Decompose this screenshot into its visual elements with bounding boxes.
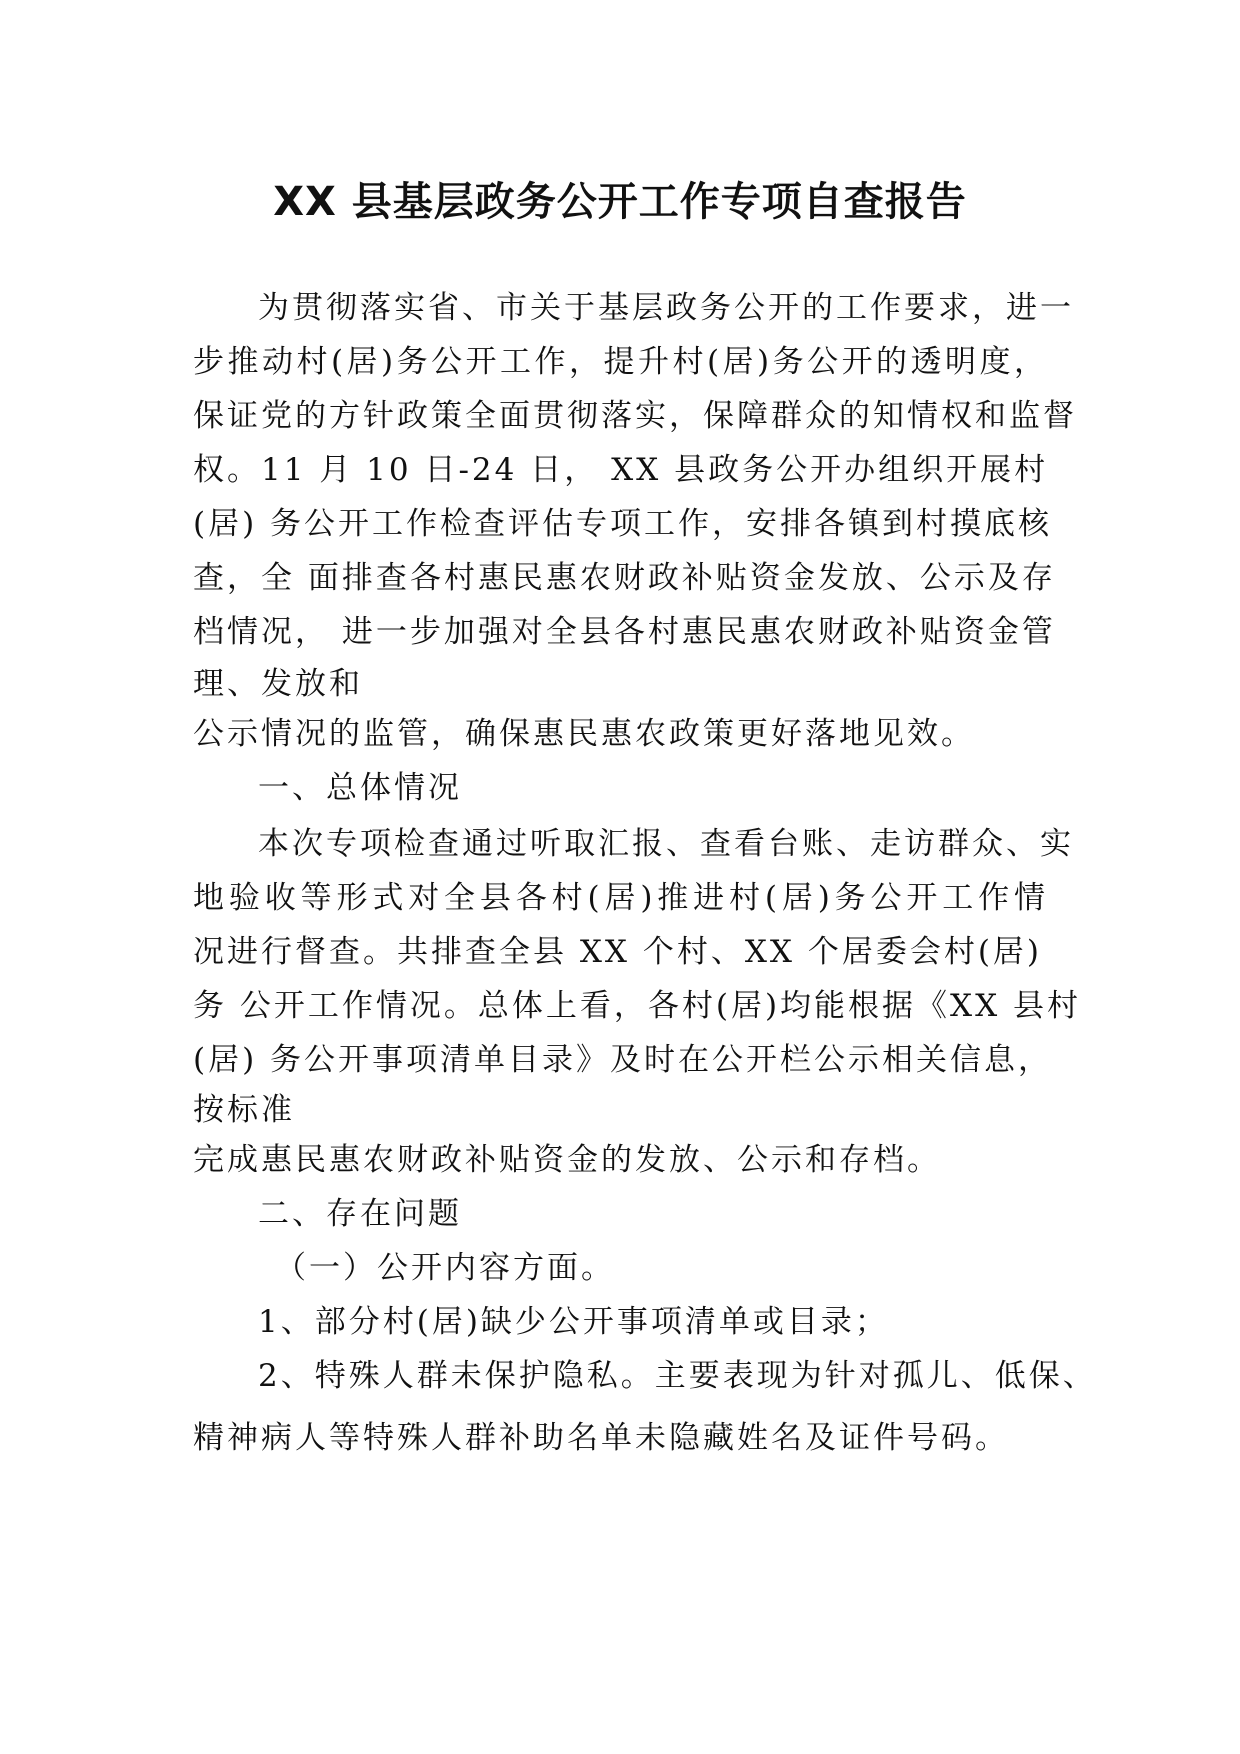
paragraph-line: 精神病人等特殊人群补助名单未隐藏姓名及证件号码。 xyxy=(193,1420,1009,1456)
paragraph-line: 查，全 面排查各村惠民惠农财政补贴资金发放、公示及存 xyxy=(193,560,1056,596)
paragraph-line: 本次专项检查通过听取汇报、查看台账、走访群众、实 xyxy=(258,826,1074,862)
paragraph-line: (居) 务公开事项清单目录》及时在公开栏公示相关信息， xyxy=(193,1042,1053,1078)
paragraph-line: 按标准 xyxy=(193,1092,295,1128)
paragraph-line: 步推动村(居)务公开工作，提升村(居)务公开的透明度， xyxy=(193,344,1048,380)
list-item: 2、特殊人群未保护隐私。主要表现为针对孤儿、低保、 xyxy=(258,1358,1097,1394)
paragraph-line: 况进行督查。共排查全县 XX 个村、XX 个居委会村(居) xyxy=(193,934,1043,970)
paragraph-line: 权。11 月 10 日-24 日， XX 县政务公开办组织开展村 xyxy=(193,452,1049,488)
section-heading-overview: 一、总体情况 xyxy=(258,770,462,806)
paragraph-line: 务 公开工作情况。总体上看，各村(居)均能根据《XX 县村 xyxy=(193,988,1082,1024)
paragraph-line: (居) 务公开工作检查评估专项工作，安排各镇到村摸底核 xyxy=(193,506,1053,542)
paragraph-line: 地验收等形式对全县各村(居)推进村(居)务公开工作情 xyxy=(193,880,1048,916)
document-title: XX 县基层政务公开工作专项自查报告 xyxy=(273,179,967,225)
paragraph-line: 完成惠民惠农财政补贴资金的发放、公示和存档。 xyxy=(193,1142,941,1178)
paragraph-line: 为贯彻落实省、市关于基层政务公开的工作要求，进一 xyxy=(258,290,1074,326)
section-heading-issues: 二、存在问题 xyxy=(258,1196,462,1232)
paragraph-line: 档情况， 进一步加强对全县各村惠民惠农财政补贴资金管 xyxy=(193,614,1056,650)
paragraph-line: 理、发放和 xyxy=(193,666,363,702)
paragraph-line: 公示情况的监管，确保惠民惠农政策更好落地见效。 xyxy=(193,716,975,752)
paragraph-line: 保证党的方针政策全面贯彻落实，保障群众的知情权和监督 xyxy=(193,398,1077,434)
list-item: 1、部分村(居)缺少公开事项清单或目录； xyxy=(258,1304,889,1340)
subsection-heading: （一）公开内容方面。 xyxy=(275,1250,615,1286)
